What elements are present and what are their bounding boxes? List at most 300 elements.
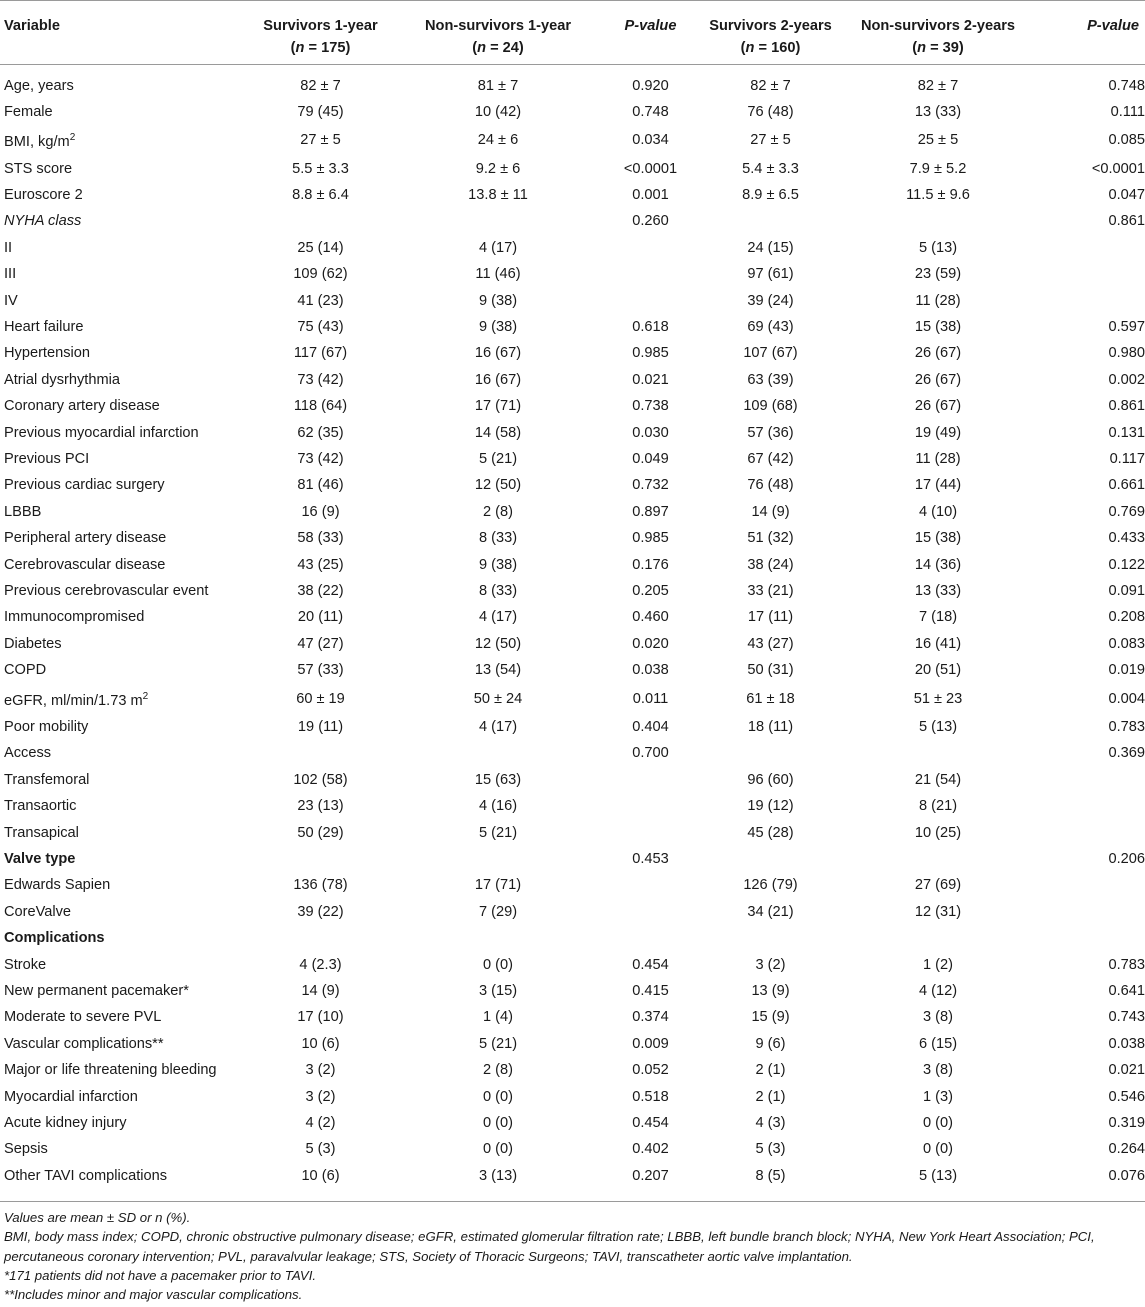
cell-survivors-2-years: [698, 925, 843, 951]
cell-non-survivors-2-years: 16 (41): [914, 635, 962, 652]
cell-survivors-1-year: 60 ± 19: [296, 690, 345, 707]
cell-non-survivors-1-year: 3 (15): [478, 983, 518, 1000]
cell-survivors-1-year: 25 (14): [297, 239, 344, 256]
header-n-count: (n = 175): [290, 40, 351, 56]
cell-non-survivors-2-years: 8 (21): [918, 798, 958, 815]
cell-survivors-2-years: 15 (9): [751, 1009, 790, 1026]
cell-non-survivors-1-year: 12 (50): [474, 635, 522, 652]
row-label: [0, 367, 248, 393]
row-label: [0, 1057, 248, 1083]
row-label-text: Transaortic: [4, 798, 77, 815]
cell-non-survivors-2-years: 26 (67): [914, 371, 962, 388]
cell-survivors-1-year: 5 (3): [305, 1141, 336, 1158]
table-row: [0, 125, 1145, 155]
cell-p-value-1: 0.021: [632, 371, 669, 388]
cell-non-survivors-2-years: [843, 740, 1033, 766]
cell-non-survivors-1-year: 4 (17): [478, 239, 518, 256]
cell-p-value-2: 0.661: [1108, 477, 1145, 494]
row-label-text: Euroscore 2: [4, 186, 83, 203]
row-label: [0, 73, 248, 99]
cell-non-survivors-1-year: 2 (8): [482, 1062, 513, 1079]
cell-p-value-1: 0.920: [632, 77, 669, 94]
cell-survivors-1-year: [248, 208, 393, 234]
cell-survivors-1-year: 109 (62): [293, 266, 348, 283]
superscript: 2: [69, 132, 76, 144]
cell-p-value-2: 0.038: [1108, 1035, 1145, 1052]
table-row: [0, 767, 1145, 793]
row-label: [0, 604, 248, 630]
cell-non-survivors-1-year: 12 (50): [474, 477, 522, 494]
row-label-text: Female: [4, 103, 53, 120]
cell-survivors-1-year: 5.5 ± 3.3: [292, 160, 349, 177]
cell-p-value-2: 0.208: [1108, 609, 1145, 626]
table-row: [0, 846, 1145, 872]
cell-non-survivors-1-year: 9 (38): [478, 319, 518, 336]
cell-survivors-1-year: 10 (6): [301, 1035, 340, 1052]
cell-p-value-2: [1033, 899, 1145, 925]
cell-non-survivors-2-years: 17 (44): [914, 477, 962, 494]
cell-survivors-2-years: 69 (43): [747, 319, 794, 336]
cell-survivors-1-year: 27 ± 5: [300, 132, 341, 149]
cell-non-survivors-1-year: 24 ± 6: [477, 132, 519, 149]
table-row: [0, 1031, 1145, 1057]
cell-survivors-1-year: 82 ± 7: [300, 77, 341, 94]
row-label-text: Heart failure: [4, 319, 84, 336]
cell-p-value-1: 0.700: [632, 745, 669, 762]
row-label-text: IV: [4, 292, 18, 309]
cell-p-value-2: <0.0001: [1091, 160, 1145, 177]
cell-p-value-1: 0.415: [632, 983, 669, 1000]
cell-p-value-1: 0.454: [632, 1115, 669, 1132]
cell-survivors-1-year: 38 (22): [297, 583, 344, 600]
table-row: [0, 740, 1145, 766]
cell-survivors-1-year: 14 (9): [301, 983, 340, 1000]
header-n-count: (n = 39): [912, 40, 964, 56]
cell-non-survivors-2-years: 3 (8): [922, 1009, 953, 1026]
row-label: [0, 657, 248, 683]
cell-non-survivors-1-year: 9.2 ± 6: [475, 160, 521, 177]
table-row: [0, 182, 1145, 208]
cell-p-value-1: 0.020: [632, 635, 669, 652]
table-row: [0, 1110, 1145, 1136]
cell-survivors-2-years: 126 (79): [743, 877, 798, 894]
cell-p-value-1: 0.052: [632, 1062, 669, 1079]
cell-p-value-1: 0.404: [632, 718, 669, 735]
table-row: [0, 446, 1145, 472]
row-label-text: Acute kidney injury: [4, 1115, 127, 1132]
cell-p-value-2: 0.117: [1109, 451, 1145, 468]
cell-survivors-2-years: 5.4 ± 3.3: [742, 160, 799, 177]
cell-survivors-1-year: 50 (29): [297, 824, 344, 841]
cell-non-survivors-1-year: 8 (33): [478, 583, 518, 600]
row-label: [0, 99, 248, 125]
row-label-text: Previous cerebrovascular event: [4, 583, 209, 600]
row-label-text: Age, years: [4, 77, 74, 94]
cell-p-value-1: 0.176: [632, 556, 669, 573]
cell-p-value-2: [1033, 793, 1145, 819]
cell-p-value-2: 0.319: [1108, 1115, 1145, 1132]
cell-survivors-2-years: 17 (11): [747, 609, 794, 626]
table-row: [0, 1004, 1145, 1030]
table-row: [0, 925, 1145, 951]
cell-p-value-2: [1033, 288, 1145, 314]
row-label: [0, 1110, 248, 1136]
cell-p-value-1: [603, 820, 698, 846]
cell-p-value-1: 0.454: [632, 956, 669, 973]
footnote: BMI, body mass index; COPD, chronic obstructive pulmonary disease; eGFR, estimated glomerular filtration rate; LBBB, left bundle branch block; NYHA, New York Heart Association; PCI, percutaneous coronary intervention; PVL, paravalvular leakage; STS, Society of Thoracic Surgeons; TAVI, transcatheter aortic valve implantation.: [4, 1229, 1095, 1264]
cell-survivors-2-years: 33 (21): [747, 583, 794, 600]
row-label: [0, 793, 248, 819]
cell-survivors-2-years: 3 (2): [755, 956, 786, 973]
row-label: [0, 872, 248, 898]
cell-p-value-1: 0.011: [632, 690, 669, 707]
row-label-text: III: [4, 266, 17, 283]
cell-non-survivors-2-years: 27 (69): [914, 877, 962, 894]
cell-survivors-2-years: 13 (9): [751, 983, 790, 1000]
cell-non-survivors-2-years: 12 (31): [914, 903, 962, 920]
table-row: [0, 684, 1145, 714]
cell-p-value-2: 0.047: [1108, 186, 1145, 203]
table-row: [0, 1163, 1145, 1193]
cell-non-survivors-1-year: 16 (67): [474, 345, 522, 362]
cell-non-survivors-1-year: 3 (13): [478, 1167, 518, 1184]
cell-non-survivors-2-years: 15 (38): [914, 319, 962, 336]
row-label: [0, 820, 248, 846]
cell-p-value-2: 0.083: [1108, 635, 1145, 652]
row-label-text: Coronary artery disease: [4, 398, 160, 415]
cell-non-survivors-1-year: 0 (0): [482, 1115, 513, 1132]
cell-non-survivors-2-years: [843, 208, 1033, 234]
cell-survivors-2-years: 8 (5): [755, 1167, 786, 1184]
cell-p-value-2: [1033, 820, 1145, 846]
cell-p-value-1: 0.402: [632, 1141, 669, 1158]
table-row: [0, 235, 1145, 261]
cell-non-survivors-2-years: 3 (8): [922, 1062, 953, 1079]
cell-non-survivors-2-years: 15 (38): [914, 530, 962, 547]
cell-survivors-1-year: 136 (78): [293, 877, 348, 894]
cell-p-value-1: 0.738: [632, 398, 669, 415]
row-label-text: Atrial dysrhythmia: [4, 371, 120, 388]
cell-p-value-1: [603, 235, 698, 261]
cell-non-survivors-2-years: 26 (67): [914, 398, 962, 415]
table-row: [0, 604, 1145, 630]
cell-non-survivors-1-year: 2 (8): [482, 503, 513, 520]
cell-p-value-1: 0.618: [632, 319, 669, 336]
row-label-text: Sepsis: [4, 1141, 48, 1158]
cell-non-survivors-2-years: 1 (3): [922, 1088, 953, 1105]
cell-survivors-2-years: 4 (3): [755, 1115, 786, 1132]
cell-p-value-2: 0.546: [1108, 1088, 1145, 1105]
table-row: [0, 714, 1145, 740]
cell-survivors-2-years: 39 (24): [747, 292, 794, 309]
cell-non-survivors-1-year: 7 (29): [478, 903, 518, 920]
cell-non-survivors-1-year: [393, 208, 603, 234]
cell-survivors-1-year: 79 (45): [297, 103, 344, 120]
cell-survivors-2-years: 5 (3): [755, 1141, 786, 1158]
table-row: [0, 631, 1145, 657]
header-non-survivors-2-years: Non-survivors 2-years (n = 39): [843, 1, 1033, 65]
cell-non-survivors-2-years: 51 ± 23: [913, 690, 963, 707]
table-footnotes: [0, 1202, 1145, 1304]
header-p-value-2: P-value: [1087, 18, 1139, 34]
cell-survivors-1-year: 10 (6): [301, 1167, 340, 1184]
header-survivors-1-year: Survivors 1-year (n = 175): [248, 1, 393, 65]
row-label: [0, 578, 248, 604]
cell-non-survivors-1-year: 81 ± 7: [477, 77, 519, 94]
cell-p-value-2: 0.861: [1108, 213, 1145, 230]
cell-p-value-2: 0.783: [1108, 956, 1145, 973]
row-label: [0, 235, 248, 261]
table-row: [0, 314, 1145, 340]
row-label-text: Transapical: [4, 824, 79, 841]
cell-survivors-1-year: 75 (43): [297, 319, 344, 336]
header-n-count: (n = 24): [472, 40, 524, 56]
cell-p-value-2: [1033, 767, 1145, 793]
cell-p-value-2: 0.641: [1108, 983, 1145, 1000]
cell-non-survivors-2-years: 0 (0): [922, 1115, 953, 1132]
cell-non-survivors-2-years: 5 (13): [918, 1167, 958, 1184]
cell-p-value-2: 0.861: [1108, 398, 1145, 415]
row-label-text: Moderate to severe PVL: [4, 1009, 162, 1026]
cell-p-value-2: [1033, 235, 1145, 261]
cell-non-survivors-1-year: 5 (21): [478, 1035, 518, 1052]
table-row: [0, 872, 1145, 898]
cell-non-survivors-2-years: 11 (28): [915, 451, 961, 468]
cell-survivors-2-years: 109 (68): [743, 398, 798, 415]
row-label: [0, 1084, 248, 1110]
cell-survivors-2-years: 2 (1): [755, 1088, 786, 1105]
row-label-text: Poor mobility: [4, 718, 89, 735]
cell-survivors-2-years: 50 (31): [747, 662, 794, 679]
table-row: [0, 73, 1145, 99]
table-row: [0, 978, 1145, 1004]
row-label: [0, 846, 248, 872]
cell-survivors-2-years: 82 ± 7: [750, 77, 791, 94]
cell-p-value-1: 0.985: [632, 530, 669, 547]
cell-p-value-2: 0.783: [1108, 718, 1145, 735]
row-label: [0, 314, 248, 340]
header-p-value-1: P-value: [624, 18, 677, 34]
table-row: [0, 525, 1145, 551]
cell-survivors-2-years: 38 (24): [747, 556, 794, 573]
cell-non-survivors-1-year: 4 (16): [478, 798, 518, 815]
row-label: [0, 446, 248, 472]
table-row: [0, 99, 1145, 125]
cell-survivors-2-years: 24 (15): [747, 239, 794, 256]
row-label: [0, 420, 248, 446]
row-label: [0, 393, 248, 419]
cell-p-value-2: [1033, 925, 1145, 951]
cell-p-value-1: 0.205: [632, 583, 669, 600]
row-label: [0, 125, 248, 155]
cell-survivors-2-years: 61 ± 18: [746, 690, 795, 707]
cell-survivors-2-years: 18 (11): [747, 718, 794, 735]
cell-survivors-2-years: 2 (1): [755, 1062, 786, 1079]
cell-survivors-1-year: 20 (11): [297, 609, 344, 626]
cell-non-survivors-2-years: 82 ± 7: [917, 77, 959, 94]
cell-non-survivors-1-year: [393, 846, 603, 872]
cell-survivors-1-year: [248, 740, 393, 766]
cell-survivors-1-year: 43 (25): [297, 556, 344, 573]
cell-non-survivors-1-year: 50 ± 24: [473, 690, 523, 707]
cell-survivors-1-year: 4 (2): [305, 1115, 336, 1132]
cell-non-survivors-1-year: 13.8 ± 11: [468, 186, 528, 203]
row-label: [0, 952, 248, 978]
cell-p-value-1: [603, 793, 698, 819]
row-label: [0, 552, 248, 578]
row-label: [0, 925, 248, 951]
cell-survivors-1-year: 57 (33): [297, 662, 344, 679]
row-label-text: New permanent pacemaker*: [4, 983, 189, 1000]
cell-non-survivors-2-years: 13 (33): [914, 583, 962, 600]
row-label: [0, 767, 248, 793]
header-non-survivors-1-year: Non-survivors 1-year (n = 24): [393, 1, 603, 65]
row-label: [0, 156, 248, 182]
cell-p-value-2: 0.748: [1108, 77, 1145, 94]
footnote: **Includes minor and major vascular complications.: [4, 1287, 303, 1303]
table-row: [0, 952, 1145, 978]
cell-p-value-1: [603, 288, 698, 314]
cell-non-survivors-2-years: 0 (0): [922, 1141, 953, 1158]
cell-survivors-1-year: 62 (35): [297, 424, 344, 441]
table-row: [0, 420, 1145, 446]
cell-p-value-2: [1033, 872, 1145, 898]
header-survivors-2-years: Survivors 2-years (n = 160): [698, 1, 843, 65]
row-label: [0, 1004, 248, 1030]
cell-non-survivors-1-year: 0 (0): [482, 1141, 513, 1158]
row-label-text: Cerebrovascular disease: [4, 556, 166, 573]
row-label: [0, 525, 248, 551]
cell-non-survivors-1-year: 17 (71): [474, 398, 522, 415]
cell-survivors-1-year: 8.8 ± 6.4: [292, 186, 349, 203]
cell-survivors-1-year: 117 (67): [293, 345, 348, 362]
cell-survivors-2-years: 27 ± 5: [750, 132, 791, 149]
row-label: [0, 899, 248, 925]
cell-p-value-2: 0.597: [1108, 319, 1145, 336]
cell-non-survivors-2-years: 1 (2): [922, 956, 953, 973]
row-label-text: Previous PCI: [4, 451, 90, 468]
cell-p-value-1: [603, 261, 698, 287]
cell-survivors-2-years: 63 (39): [747, 371, 794, 388]
cell-survivors-2-years: 76 (48): [747, 477, 794, 494]
table-row: [0, 156, 1145, 182]
row-label-text: NYHA class: [4, 213, 82, 230]
cell-non-survivors-2-years: 23 (59): [914, 266, 962, 283]
cell-survivors-1-year: 47 (27): [297, 635, 344, 652]
cell-p-value-1: 0.518: [632, 1088, 669, 1105]
cell-non-survivors-1-year: [393, 925, 603, 951]
row-label-text: Myocardial infarction: [4, 1088, 138, 1105]
cell-non-survivors-2-years: 4 (10): [918, 503, 958, 520]
cell-p-value-2: 0.433: [1108, 530, 1145, 547]
cell-non-survivors-1-year: 17 (71): [474, 877, 522, 894]
cell-p-value-1: 0.049: [632, 451, 669, 468]
table-row: [0, 288, 1145, 314]
cell-p-value-1: 0.034: [632, 132, 669, 149]
cell-survivors-2-years: 9 (6): [755, 1035, 786, 1052]
row-label: [0, 472, 248, 498]
row-label-text: BMI, kg/m: [4, 134, 70, 151]
cell-survivors-2-years: [698, 208, 843, 234]
cell-survivors-1-year: [248, 846, 393, 872]
row-label-text: Hypertension: [4, 345, 90, 362]
cell-survivors-2-years: 43 (27): [747, 635, 794, 652]
row-label-text: Immunocompromised: [4, 609, 145, 626]
table-row: [0, 793, 1145, 819]
cell-survivors-1-year: 3 (2): [305, 1062, 336, 1079]
cell-non-survivors-2-years: 20 (51): [914, 662, 962, 679]
cell-p-value-2: 0.206: [1108, 851, 1145, 867]
row-label: [0, 261, 248, 287]
table-row: [0, 393, 1145, 419]
row-label-text: Complications: [4, 930, 105, 947]
cell-p-value-1: 0.748: [632, 103, 669, 120]
row-label-text: Stroke: [4, 956, 47, 973]
table-row: [0, 340, 1145, 366]
row-label-text: Valve type: [4, 851, 76, 867]
row-label-text: Access: [4, 745, 52, 762]
table-row: [0, 552, 1145, 578]
cell-p-value-2: 0.743: [1108, 1009, 1145, 1026]
cell-p-value-2: [1033, 261, 1145, 287]
row-label-text: Transfemoral: [4, 771, 90, 788]
row-label: [0, 1136, 248, 1162]
cell-non-survivors-2-years: 26 (67): [914, 345, 962, 362]
cell-p-value-2: 0.131: [1108, 424, 1145, 441]
cell-survivors-2-years: 45 (28): [747, 824, 794, 841]
cell-survivors-2-years: [698, 740, 843, 766]
row-label: [0, 740, 248, 766]
cell-p-value-1: 0.009: [632, 1035, 669, 1052]
table-row: [0, 1057, 1145, 1083]
row-label: [0, 288, 248, 314]
row-label: [0, 684, 248, 714]
row-label-text: II: [4, 239, 13, 256]
row-label-text: LBBB: [4, 503, 42, 520]
cell-p-value-2: 0.111: [1110, 103, 1145, 120]
row-label-text: eGFR, ml/min/1.73 m: [4, 692, 143, 709]
cell-p-value-1: 0.001: [632, 186, 669, 203]
cell-survivors-1-year: 19 (11): [297, 718, 344, 735]
superscript: 2: [142, 690, 149, 702]
cell-non-survivors-1-year: 16 (67): [474, 371, 522, 388]
cell-survivors-2-years: 96 (60): [747, 771, 794, 788]
table-row: [0, 578, 1145, 604]
cell-p-value-1: 0.897: [632, 503, 669, 520]
row-label: [0, 1163, 248, 1193]
cell-non-survivors-2-years: 5 (13): [918, 239, 958, 256]
cell-survivors-1-year: 4 (2.3): [299, 956, 342, 973]
cell-non-survivors-1-year: 9 (38): [478, 292, 518, 309]
cell-non-survivors-1-year: 5 (21): [478, 824, 518, 841]
cell-survivors-2-years: 107 (67): [743, 345, 798, 362]
cell-survivors-1-year: 16 (9): [301, 503, 340, 520]
row-label: [0, 208, 248, 234]
cell-p-value-1: 0.038: [632, 662, 669, 679]
cell-p-value-1: 0.374: [632, 1009, 669, 1026]
cell-non-survivors-2-years: 13 (33): [914, 103, 962, 120]
cell-p-value-1: 0.985: [632, 345, 669, 362]
row-label-text: COPD: [4, 662, 47, 679]
cell-p-value-1: 0.732: [632, 477, 669, 494]
footnote: *171 patients did not have a pacemaker prior to TAVI.: [4, 1267, 317, 1283]
row-label: [0, 714, 248, 740]
cell-p-value-1: 0.460: [632, 609, 669, 626]
cell-non-survivors-1-year: 0 (0): [482, 1088, 513, 1105]
row-label-text: Vascular complications**: [4, 1035, 164, 1052]
cell-p-value-2: 0.769: [1108, 503, 1145, 520]
cell-p-value-1: 0.030: [632, 424, 669, 441]
